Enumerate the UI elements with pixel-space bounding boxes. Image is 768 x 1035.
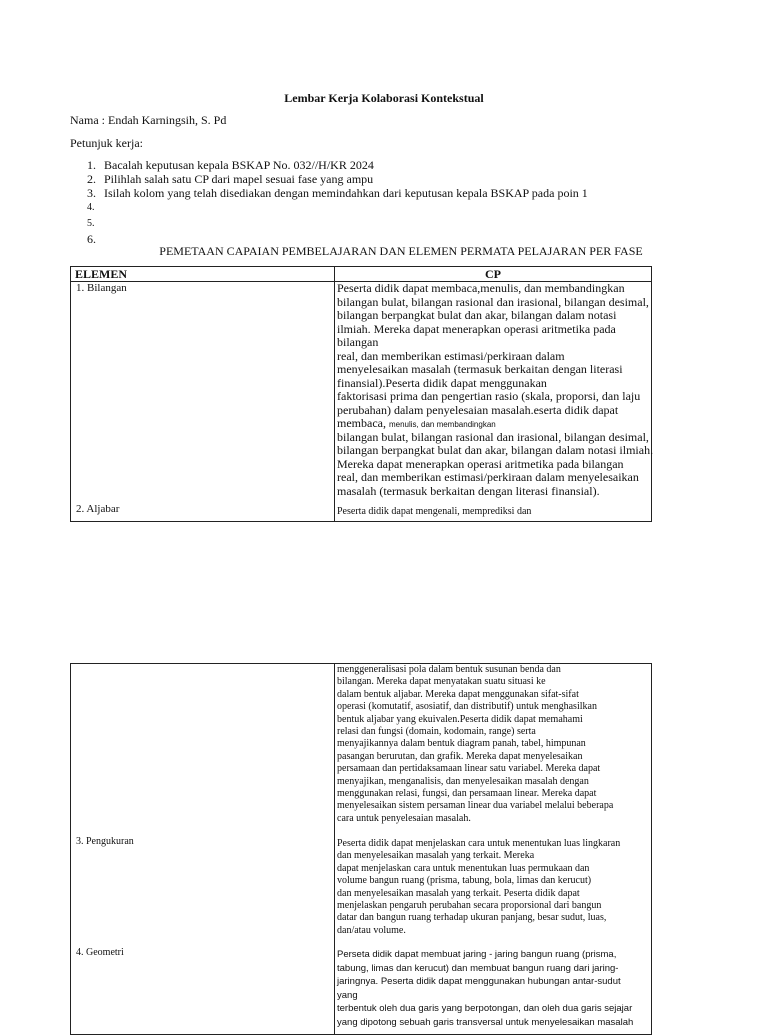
instruction-item: 1. Bacalah keputusan kepala BSKAP No. 032//H/KR 2024 <box>87 158 374 172</box>
cp-text-aljabar-cont: menggeneralisasi pola dalam bentuk susunan benda dan bilangan. Mereka dapat menyatakan suatu situasi ke dalam bentuk aljabar. Mereka dapat menggunakan sifat-sifat operasi (komutatif, asosiatif, dan distributif) untuk menghasilkan bentuk aljabar yang ekuivalen.Peserta didik dapat memahami relasi dan fungsi (domain, kodomain, range) serta menyajikannya dalam bentuk diagram panah, tabel, himpunan pasangan berurutan, dan grafik. Mereka dapat menyelesaikan persamaan dan pertidaksamaan linear satu variabel. Mereka dapat menyajikan, menganalisis, dan menyelesaikan masalah dengan menggunakan relasi, fungsi, dan persamaan linear. Mereka dapat menyelesaikan sistem persaman linear dua variabel melalui beberapa cara untuk penyelesaian masalah. <box>337 664 614 824</box>
header-elemen: ELEMEN <box>75 267 128 281</box>
document-title: Lembar Kerja Kolaborasi Kontekstual <box>284 91 484 105</box>
name-line: Nama : Endah Karningsih, S. Pd <box>70 113 227 127</box>
column-divider <box>334 267 335 521</box>
header-cp: CP <box>485 267 501 281</box>
instruction-item: 3. Isilah kolom yang telah disediakan dengan memindahkan dari keputusan kepala BSKAP pada poin 1 <box>87 186 588 200</box>
element-label-bilangan: 1. Bilangan <box>76 282 127 294</box>
element-label-pengukuran: 3. Pengukuran <box>76 836 134 847</box>
cp-table-page-2 <box>70 663 652 1035</box>
cp-text-bilangan: Peserta didik dapat membaca,menulis, dan membandingkan bilangan bulat, bilangan rasional dan irasional, bilangan desimal, bilangan berpangkat bulat dan akar, bilangan dalam notasi ilmiah. Mereka dapat menerapkan operasi aritmetika pada bilangan real, dan memberikan estimasi/perkiraan dalam menyelesaikan masalah (termasuk berkaitan dengan literasi finansial).Peserta didik dapat menggunakan faktorisasi prima dan pengertian rasio (skala, proporsi, dan laju perubahan) dalam penyelesaian masalah.eserta didik dapat membaca, menulis, dan membandingkan bilangan bulat, bilangan rasional dan irasional, bilangan desimal, bilangan berpangkat bulat dan akar, bilangan dalam notasi ilmiah. Mereka dapat menerapkan operasi aritmetika pada bilangan real, dan memberikan estimasi/perkiraan dalam menyelesaikan masalah (termasuk berkaitan dengan literasi finansial). <box>337 281 654 498</box>
cp-table-page-1 <box>70 266 652 522</box>
element-label-aljabar: 2. Aljabar <box>76 503 120 515</box>
instruction-list <box>87 158 588 246</box>
section-heading: PEMETAAN CAPAIAN PEMBELAJARAN DAN ELEMEN PERMATA PELAJARAN PER FASE <box>159 244 643 258</box>
instruction-item: 6. <box>87 232 96 246</box>
instruction-item: 4. <box>87 202 95 213</box>
instruction-item: 2. Pilihlah salah satu CP dari mapel sesuai fase yang ampu <box>87 172 374 186</box>
element-label-geometri: 4. Geometri <box>76 947 124 958</box>
cp-text-aljabar-start: Peserta didik dapat mengenali, memprediksi dan <box>337 506 532 517</box>
cp-text-pengukuran: Peserta didik dapat menjelaskan cara untuk menentukan luas lingkaran dan menyelesaikan masalah yang terkait. Mereka dapat menjelaskan cara untuk menentukan luas permukaan dan volume bangun ruang (prisma, tabung, bola, limas dan kerucut) dan menyelesaikan masalah yang terkait. Peserta didik dapat menjelaskan pengaruh perubahan secara proporsional dari bangun datar dan bangun ruang terhadap ukuran panjang, besar sudut, luas, dan/atau volume. <box>337 838 621 936</box>
instructions-label: Petunjuk kerja: <box>70 136 143 150</box>
column-divider <box>334 664 335 1034</box>
table-header <box>71 267 651 282</box>
cp-text-geometri: Perseta didik dapat membuat jaring - jaring bangun ruang (prisma, tabung, limas dan kerucut) dan membuat bangun ruang dari jaring- jaringnya. Peserta didik dapat menggunakan hubungan antar-sudut yang terbentuk oleh dua garis yang berpotongan, dan oleh dua garis sejajar yang dipotong sebuah garis transversal untuk menyelesaikan masalah <box>337 949 634 1028</box>
instruction-item: 5. <box>87 218 95 229</box>
